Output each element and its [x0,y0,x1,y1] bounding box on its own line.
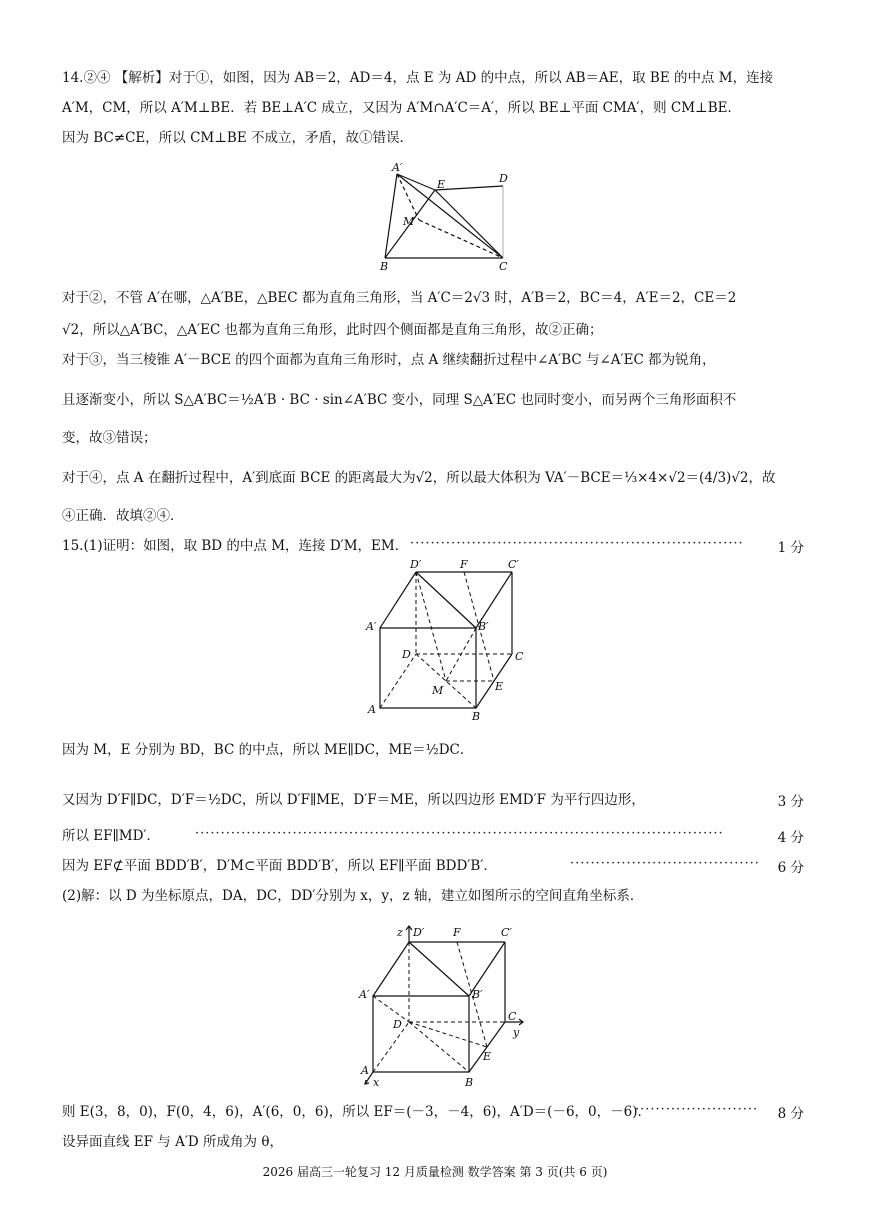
q14-line-5: √2，所以△A′BC，△A′EC 也都为直角三角形，此时四个侧面都是直角三角形，故②正确； [62,322,603,338]
label-C: C [515,650,524,663]
label-E: E [483,1050,492,1063]
label-B-prime: B′ [472,988,483,1001]
q14-line-8: 变，故③错误； [62,430,157,446]
label-y: y [513,1026,520,1039]
leader-dots: ····································· [570,856,760,871]
page-footer: 2026 届高三一轮复习 12 月质量检测 数学答案 第 3 页(共 6 页) [262,1165,608,1179]
q14-line-4: 对于②，不管 A′在哪，△A′BE，△BEC 都为直角三角形，当 A′C＝2√3 时，A′B＝2，BC＝4，A′E＝2，CE＝2 [62,290,737,306]
label-x: x [373,1076,380,1089]
label-B: B [472,710,481,723]
figure-coordinate-cube [355,922,535,1090]
label-C: C [499,260,508,273]
q15-line-1: 15.(1)证明：如图，取 BD 的中点 M，连接 D′M，EM． [62,538,409,554]
label-A-prime: A′ [392,161,403,174]
q15-line-6: (2)解：以 D 为坐标原点，DA，DC，DD′分别为 x，y，z 轴，建立如图所示的空间直角坐标系． [62,888,644,904]
score-1: 1 分 [777,540,804,556]
label-M: M [432,684,444,697]
q14-line-3: 因为 BC≠CE，所以 CM⊥BE 不成立，矛盾，故①错误． [62,130,413,146]
label-C-prime: C′ [501,926,512,939]
label-B: B [465,1076,474,1089]
score-3: 3 分 [777,794,804,810]
label-z: z [397,926,403,939]
q15-line-8: 设异面直线 EF 与 A′D 所成角为 θ， [62,1134,283,1150]
score-7: 8 分 [777,1106,804,1122]
label-A: A [368,703,376,716]
label-F: F [453,926,461,939]
q15-line-7: 则 E(3，8，0)，F(0，4，6)，A′(6，0，6)，所以 EF＝(－3，－4，6)，A′D＝(－6，0，－6)． [62,1104,651,1120]
label-A-prime: A′ [359,988,370,1001]
q15-line-4: 所以 EF∥MD′． [62,828,160,844]
label-B: B [380,260,389,273]
leader-dots: ································································· [410,536,744,551]
label-C: C [508,1010,517,1023]
label-D: D [393,1018,402,1031]
score-5: 6 分 [777,860,804,876]
leader-dots: ························ [635,1102,759,1117]
label-D: D [402,648,411,661]
q15-line-3: 又因为 D′F∥DC，D′F＝½DC，所以 D′F∥ME，D′F＝ME，所以四边形 EMD′F 为平行四边形， [62,792,645,808]
q15-line-5: 因为 EF⊄平面 BDD′B′，D′M⊂平面 BDD′B′，所以 EF∥平面 BDD′B′． [62,858,497,874]
q14-line-6: 对于③，当三棱锥 A′－BCE 的四个面都为直角三角形时，点 A 继续翻折过程中∠A′BC 与∠A′EC 都为锐角， [62,352,716,368]
q14-line-10: ④正确．故填②④． [62,508,184,524]
q14-line-7: 且逐渐变小，所以 S△A′BC＝½A′B · BC · sin∠A′BC 变小，同理 S△A′EC 也同时变小，而另两个三角形面积不 [62,392,737,408]
q14-line-9: 对于④，点 A 在翻折过程中，A′到底面 BCE 的距离最大为√2，所以最大体积为 VA′－BCE＝⅓×4×√2＝(4/3)√2，故 [62,470,776,486]
label-C-prime: C′ [508,558,519,571]
label-E: E [495,680,504,693]
q15-line-2: 因为 M，E 分别为 BD，BC 的中点，所以 ME∥DC，ME＝½DC． [62,742,474,758]
score-4: 4 分 [777,830,804,846]
leader-dots: ······································································································· [195,826,724,841]
label-B-prime: B′ [478,620,489,633]
label-A: A [361,1064,369,1077]
q14-line-2: A′M，CM，所以 A′M⊥BE．若 BE⊥A′C 成立，又因为 A′M∩A′C＝A′，所以 BE⊥平面 CMA′，则 CM⊥BE． [62,100,742,116]
q14-line-1: 14.②④ 【解析】对于①，如图，因为 AB＝2，AD＝4，点 E 为 AD 的中点，所以 AB＝AE，取 BE 的中点 M，连接 [62,70,774,86]
label-D-prime: D′ [410,558,422,571]
figure-folded-pyramid [375,160,515,275]
label-E: E [437,178,446,191]
label-D: D [499,172,508,185]
label-M: M [403,215,415,228]
label-F: F [460,558,468,571]
figure-cube [360,558,535,723]
label-A-prime: A′ [366,620,377,633]
label-D-prime: D′ [413,926,425,939]
